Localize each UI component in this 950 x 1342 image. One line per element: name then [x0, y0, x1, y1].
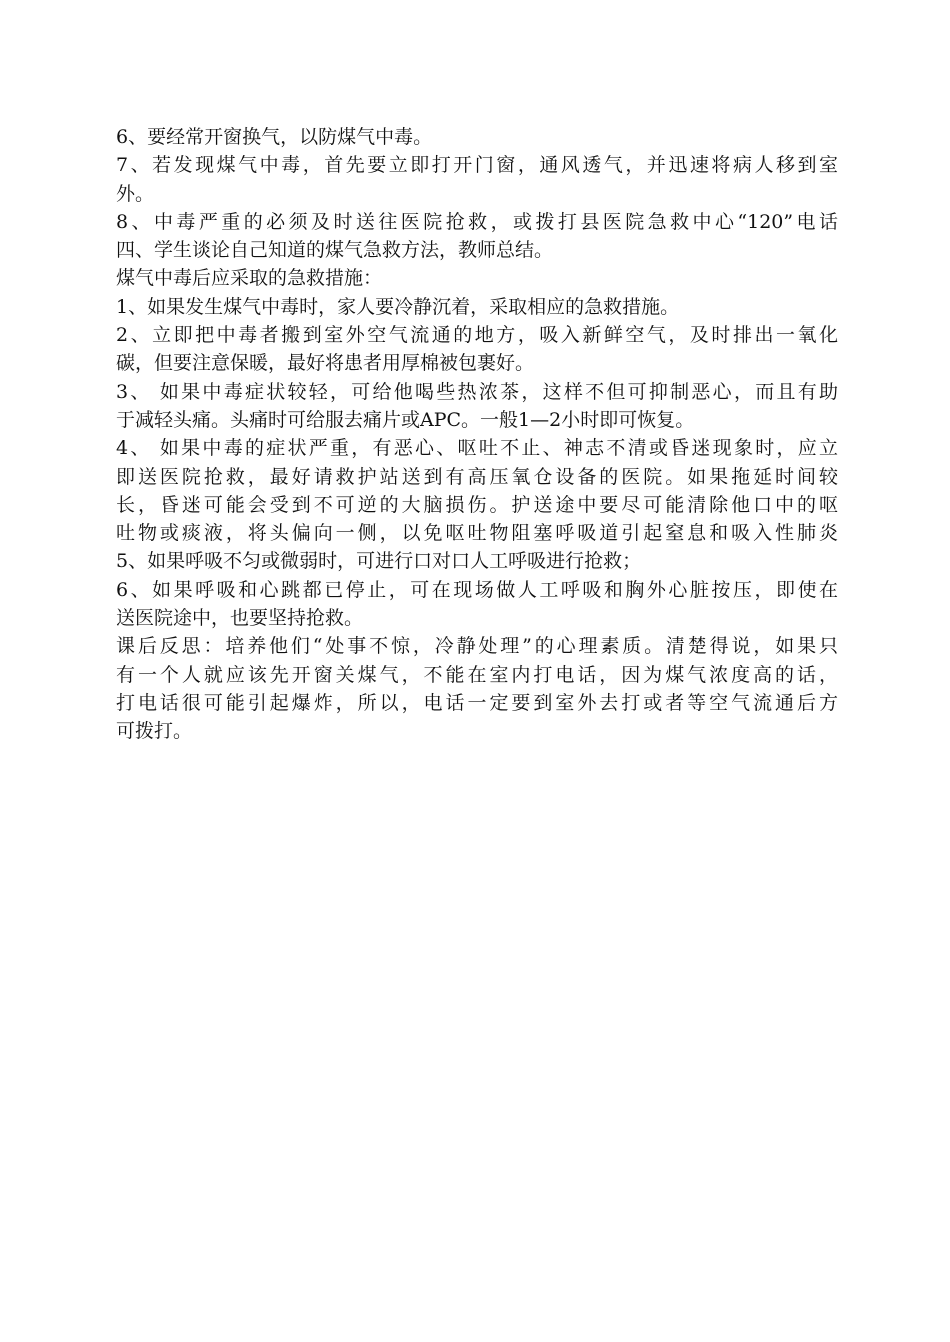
- text-line-4: 8、中毒严重的必须及时送往医院抢救，或拨打县医院急救中心“120”电话: [116, 210, 838, 233]
- section-heading-first-aid: 煤气中毒后应采取的急救措施：: [116, 267, 383, 290]
- text-line-13: 即送医院抢救，最好请救护站送到有高压氧仓设备的医院。如果拖延时间较: [116, 465, 838, 488]
- text-line-8: 2、立即把中毒者搬到室外空气流通的地方，吸入新鲜空气，及时排出一氧化: [116, 324, 838, 347]
- reflection-line-1: 课后反思：培养他们“处事不惊，冷静处理”的心理素质。清楚得说，如果只: [116, 635, 838, 658]
- text-line-2: 7、若发现煤气中毒，首先要立即打开门窗，通风透气，并迅速将病人移到室: [116, 154, 838, 177]
- text-line-9: 碳，但要注意保暖，最好将患者用厚棉被包裹好。: [116, 352, 535, 375]
- reflection-line-4: 可拨打。: [116, 720, 193, 743]
- section-heading-discussion: 四、学生谈论自己知道的煤气急救方法，教师总结。: [116, 239, 554, 262]
- text-line-14: 长，昏迷可能会受到不可逆的大脑损伤。护送途中要尽可能清除他口中的呕: [116, 493, 838, 516]
- text-line-15: 吐物或痰液，将头偏向一侧，以免呕吐物阻塞呼吸道引起窒息和吸入性肺炎: [116, 522, 838, 545]
- text-line-17: 6、如果呼吸和心跳都已停止，可在现场做人工呼吸和胸外心脏按压，即使在: [116, 578, 838, 601]
- text-line-10: 3、 如果中毒症状较轻，可给他喝些热浓茶，这样不但可抑制恶心，而且有助: [116, 380, 838, 403]
- reflection-line-2: 有一个人就应该先开窗关煤气，不能在室内打电话，因为煤气浓度高的话，: [116, 663, 838, 686]
- text-line-1: 6、要经常开窗换气，以防煤气中毒。: [116, 126, 433, 148]
- reflection-line-3: 打电话很可能引起爆炸，所以，电话一定要到室外去打或者等空气流通后方: [116, 691, 838, 714]
- document-body: [116, 123, 838, 746]
- text-line-7: 1、如果发生煤气中毒时，家人要冷静沉着，采取相应的急救措施。: [116, 295, 680, 318]
- text-line-12: 4、 如果中毒的症状严重，有恶心、呕吐不止、神志不清或昏迷现象时，应立: [116, 437, 838, 460]
- text-line-11: 于减轻头痛。头痛时可给服去痛片或APC。一般1—2小时即可恢复。: [116, 408, 695, 431]
- text-line-16: 5、如果呼吸不匀或微弱时，可进行口对口人工呼吸进行抢救；: [116, 550, 642, 573]
- text-line-18: 送医院途中，也要坚持抢救。: [116, 607, 364, 630]
- text-line-3: 外。: [116, 182, 155, 205]
